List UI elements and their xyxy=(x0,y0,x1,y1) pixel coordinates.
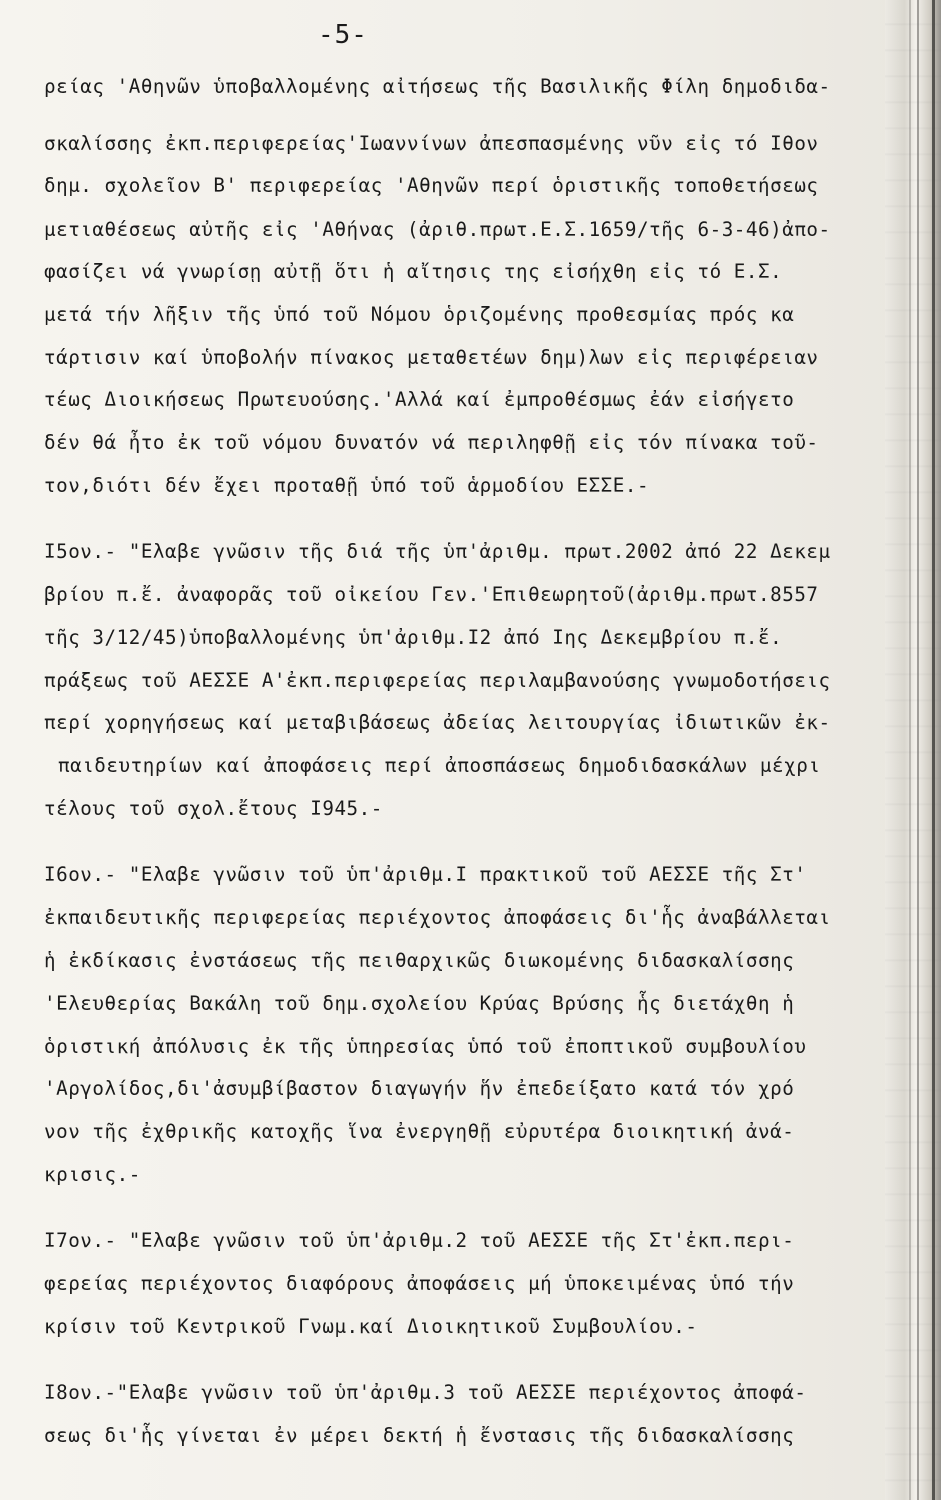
text-line: δέν θά ἦτο ἐκ τοῦ νόμου δυνατόν νά περιληφθῇ εἰς τόν πίνακα τοῦ- xyxy=(44,431,819,454)
text-line: νον τῆς ἐχθρικῆς κατοχῆς ἵνα ἐνεργηθῇ εὐρυτέρα διοικητική ἀνά- xyxy=(44,1120,795,1143)
text-line: περί χορηγήσεως καί μεταβιβάσεως ἀδείας λειτουργίας ἰδιωτικῶν ἐκ- xyxy=(44,711,831,734)
text-line: μετά τήν λῆξιν τῆς ὑπό τοῦ Νόμου ὁριζομένης προθεσμίας πρός κα xyxy=(44,303,795,326)
text-line: φερείας περιέχοντος διαφόρους ἀποφάσεις μή ὑποκειμένας ὑπό τήν xyxy=(44,1272,795,1295)
text-line: ἡ ἐκδίκασις ἐνστάσεως τῆς πειθαρχικῶς διωκομένης διδασκαλίσσης xyxy=(44,949,795,972)
spine-fold-line xyxy=(917,0,919,1500)
text-line: 'Αργολίδος,δι'ἀσυμβίβαστον διαγωγήν ἥν ἐπεδείξατο κατά τόν χρό xyxy=(44,1077,795,1100)
text-line: πράξεως τοῦ ΑΕΣΣΕ Α'ἐκπ.περιφερείας περιλαμβανούσης γνωμοδοτήσεις xyxy=(44,669,831,692)
text-line: τῆς 3/12/45)ὑποβαλλομένης ὑπ'ἀριθμ.Ι2 ἀπό Ιης Δεκεμβρίου π.ἔ. xyxy=(44,626,783,649)
text-line: μετιαθέσεως αὐτῆς εἰς 'Αθήνας (ἀριθ.πρωτ.Ε.Σ.1659/τῆς 6-3-46)ἀπο- xyxy=(44,218,831,241)
text-line: τέλους τοῦ σχολ.ἔτους Ι945.- xyxy=(44,797,383,820)
text-line: δημ. σχολεῖον Β' περιφερείας 'Αθηνῶν περί ὁριστικῆς τοποθετήσεως xyxy=(44,174,819,197)
text-line: 'Ελευθερίας Βακάλη τοῦ δημ.σχολείου Κρύας Βρύσης ἧς διετάχθη ἡ xyxy=(44,992,795,1015)
text-line: κρίσιν τοῦ Κεντρικοῦ Γνωμ.καί Διοικητικοῦ Συμβουλίου.- xyxy=(44,1315,698,1338)
text-line: Ι5ον.- "Ελαβε γνῶσιν τῆς διά τῆς ὑπ'ἀριθμ. πρωτ.2002 ἀπό 22 Δεκεμ xyxy=(44,540,831,563)
text-line: φασίζει νά γνωρίσῃ αὐτῇ ὅτι ἡ αἴτησις της εἰσήχθη εἰς τό Ε.Σ. xyxy=(44,260,783,283)
text-line: ὁριστική ἀπόλυσις ἐκ τῆς ὑπηρεσίας ὑπό τοῦ ἐποπτικοῦ συμβουλίου xyxy=(44,1035,807,1058)
text-line: κρισις.- xyxy=(44,1163,141,1186)
text-line: σκαλίσσης ἐκπ.περιφερείας'Ιωαννίνων ἀπεσπασμένης νῦν εἰς τό Ιθον xyxy=(44,132,819,155)
text-line: βρίου π.ἔ. ἀναφορᾶς τοῦ οἰκείου Γεν.'Επιθεωρητοῦ(ἀριθμ.πρωτ.8557 xyxy=(44,583,819,606)
text-line: ρείας 'Αθηνῶν ὑποβαλλομένης αἰτήσεως τῆς Βασιλικῆς Φίλη δημοδιδα- xyxy=(44,75,831,98)
text-line: τάρτισιν καί ὑποβολήν πίνακος μεταθετέων δημ)λων εἰς περιφέρειαν xyxy=(44,346,819,369)
spine-edge-line xyxy=(932,0,935,1500)
text-line: παιδευτηρίων καί ἀποφάσεις περί ἀποσπάσεως δημοδιδασκάλων μέχρι xyxy=(58,754,821,777)
text-line: Ι6ον.- "Ελαβε γνῶσιν τοῦ ὑπ'ἀριθμ.Ι πρακτικοῦ τοῦ ΑΕΣΣΕ τῆς Στ' xyxy=(44,863,807,886)
text-line: σεως δι'ἧς γίνεται ἐν μέρει δεκτή ἡ ἔνστασις τῆς διδασκαλίσσης xyxy=(44,1424,795,1447)
text-line: τον,διότι δέν ἔχει προταθῇ ὑπό τοῦ ἁρμοδίου ΕΣΣΕ.- xyxy=(44,474,650,497)
text-line: Ι7ον.- "Ελαβε γνῶσιν τοῦ ὑπ'ἀριθμ.2 τοῦ ΑΕΣΣΕ τῆς Στ'ἐκπ.περι- xyxy=(44,1229,795,1252)
text-line: ἐκπαιδευτικῆς περιφερείας περιέχοντος ἀποφάσεις δι'ἧς ἀναβάλλεται xyxy=(44,906,831,929)
page-number: -5- xyxy=(318,20,368,50)
text-line: Ι8ον.-"Ελαβε γνῶσιν τοῦ ὑπ'ἀριθμ.3 τοῦ ΑΕΣΣΕ περιέχοντος ἀποφά- xyxy=(44,1381,807,1404)
text-line: τέως Διοικήσεως Πρωτευούσης.'Αλλά καί ἐμπροθέσμως ἐάν εἰσήγετο xyxy=(44,388,795,411)
spine-fold-line xyxy=(909,0,911,1500)
